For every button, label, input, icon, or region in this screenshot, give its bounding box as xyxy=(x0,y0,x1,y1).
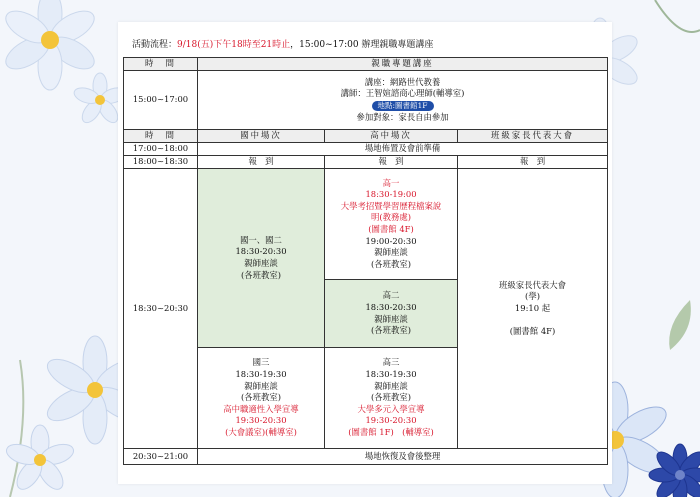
junior-grade12-line: 國一、國二 xyxy=(240,234,282,245)
main-time: 18:30~20:30 xyxy=(124,169,198,449)
junior-grade3-line: 18:30-19:30 xyxy=(235,369,287,380)
table-row xyxy=(124,143,608,156)
junior-grade3-line: 19:30-20:30 xyxy=(235,415,287,426)
senior-grade2-line: (各班教室) xyxy=(370,325,412,336)
lecture-time: 15:00~17:00 xyxy=(124,71,198,130)
closing-text: 場地恢復及會後整理 xyxy=(198,449,608,465)
senior-grade1-line: 19:00-20:30 xyxy=(365,235,417,246)
prep-text: 場地佈置及會前準備 xyxy=(198,143,608,156)
junior-grade12-line: (各班教室) xyxy=(240,269,282,280)
junior-grade12-cell xyxy=(198,169,325,348)
table-row xyxy=(124,71,608,130)
senior-grade2-line: 高二 xyxy=(382,290,400,301)
parents-meeting-line xyxy=(460,314,605,326)
parents-meeting-line: (學) xyxy=(525,291,540,302)
checkin-junior: 報 到 xyxy=(198,156,325,169)
junior-grade3-line: (大會議室)(輔導室) xyxy=(225,426,297,437)
senior-grade3-line: 19:30-20:30 xyxy=(365,415,417,426)
column-header-junior: 國中場次 xyxy=(198,130,325,143)
lecture-speaker: 講師：王智媗諮商心理師(輔導室) xyxy=(340,88,465,99)
senior-grade3-line: 大學多元入學宣導 xyxy=(357,403,425,414)
lecture-topic: 講座：網路世代教養 xyxy=(364,76,441,87)
parents-meeting-line: (圖書館 4F) xyxy=(509,325,556,336)
junior-grade3-line: (各班教室) xyxy=(240,392,282,403)
senior-grade1-cell xyxy=(325,169,458,280)
lecture-details xyxy=(198,71,608,130)
checkin-senior: 報 到 xyxy=(325,156,458,169)
location-badge: 地點:圖書館1F xyxy=(372,101,434,111)
senior-grade2-cell xyxy=(325,280,458,348)
lecture-audience: 參加對象：家長自由參加 xyxy=(356,111,449,122)
intro-suffix: ，15:00~17:00 辦理親職專題講座 xyxy=(290,40,434,50)
table-row xyxy=(124,130,608,143)
senior-grade1-line: 高一 xyxy=(382,177,400,188)
junior-grade3-line: 國三 xyxy=(252,357,270,368)
senior-grade3-line: (各班教室) xyxy=(370,392,412,403)
lecture-title: 親職專題講座 xyxy=(198,58,608,71)
intro-date-time: 9/18(五)下午18時至21時止 xyxy=(177,40,291,50)
column-header-parents: 班級家長代表大會 xyxy=(458,130,608,143)
column-header-senior: 高中場次 xyxy=(325,130,458,143)
lecture-time-header: 時 間 xyxy=(124,58,198,71)
senior-grade1-line: 明(教務處) xyxy=(370,212,412,223)
parents-meeting-line: 19:10 起 xyxy=(514,302,551,313)
junior-grade3-cell xyxy=(198,348,325,449)
junior-grade12-line: 親師座談 xyxy=(244,258,278,268)
senior-grade1-line: 18:30-19:00 xyxy=(365,189,417,200)
senior-grade3-line: 高三 xyxy=(382,357,400,368)
column-header-time: 時 間 xyxy=(124,130,198,143)
senior-grade1-line: (圖書館 4F) xyxy=(368,224,414,234)
senior-grade3-line: 18:30-19:30 xyxy=(365,369,417,380)
junior-grade12-line: 18:30-20:30 xyxy=(235,246,287,257)
senior-grade2-line: 親師座談 xyxy=(374,313,408,324)
table-row xyxy=(124,156,608,169)
senior-grade1-line: 親師座談 xyxy=(374,247,408,258)
checkin-time: 18:00~18:30 xyxy=(124,156,198,169)
senior-grade2-line: 18:30-20:30 xyxy=(365,301,417,312)
table-row xyxy=(124,449,608,465)
parents-meeting-cell xyxy=(458,169,608,449)
senior-grade1-line: (各班教室) xyxy=(370,258,412,269)
event-schedule-intro xyxy=(132,37,433,50)
prep-time: 17:00~18:00 xyxy=(124,143,198,156)
closing-time: 20:30~21:00 xyxy=(124,449,198,465)
senior-grade1-line: 大學考招暨學習歷程檔案說 xyxy=(340,200,442,211)
senior-grade3-line: 親師座談 xyxy=(374,380,408,391)
parents-meeting-line: 班級家長代表大會 xyxy=(499,279,567,290)
checkin-parents: 報 到 xyxy=(458,156,608,169)
junior-grade3-line: 高中職適性入學宣導 xyxy=(223,403,299,414)
table-row xyxy=(124,58,608,71)
senior-grade3-cell xyxy=(325,348,458,449)
junior-grade3-line: 親師座談 xyxy=(244,380,278,391)
table-row xyxy=(124,169,608,280)
intro-prefix: 活動流程： xyxy=(132,40,178,50)
schedule-table xyxy=(123,57,608,465)
senior-grade3-line: (圖書館 1F) (輔導室) xyxy=(348,426,434,437)
